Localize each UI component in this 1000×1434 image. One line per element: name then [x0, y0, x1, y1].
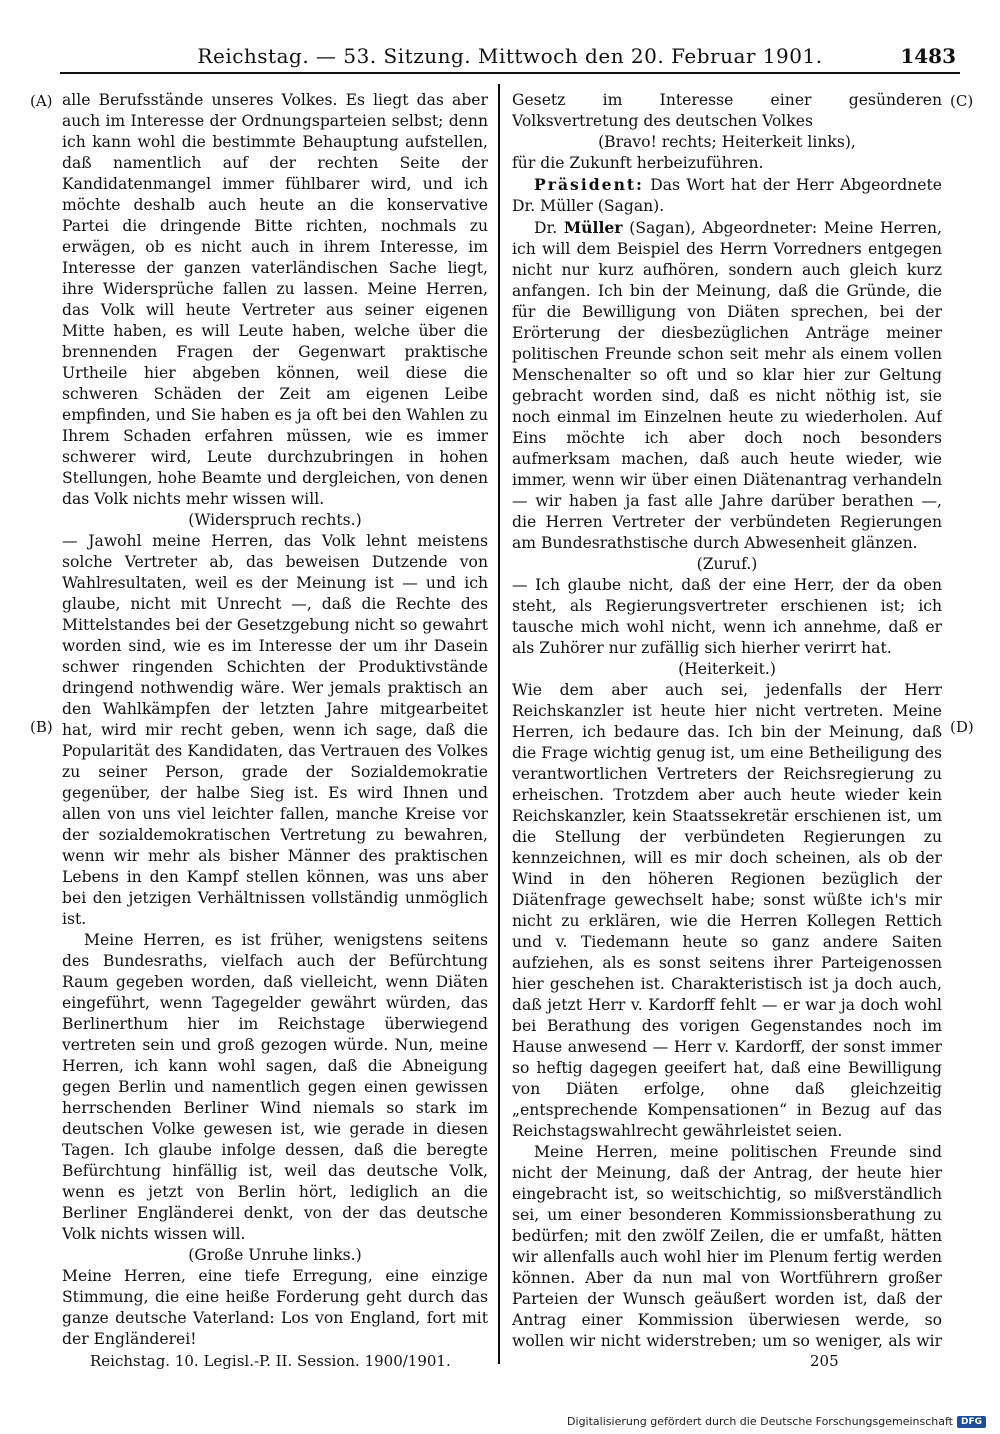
right-paragraph-4: Wie dem aber auch sei, jedenfalls der Herr Reichskanzler ist heute hier nicht vertreten. Meine Herren, ich bedaure das. Ich bin der Meinung, daß die Frage wichtig genug ist, um eine Betheiligung des verantwortlichen Vertreters der Reichsregierung zu erheischen. Trotzdem aber auch heute wieder kein Reichskanzler, kein Staatssekretär erschienen ist, um die Stellung der verbündeten Regierungen zu kennzeichnen, will es mir doch scheinen, als ob der Wind in den höheren Regionen bezüglich der Diätenfrage gewechselt habe; sonst wüßte ich's mir nicht zu erklären, wie die Herren Kollegen Rettich und v. Tiedemann heute so ganz andere Saiten aufziehen, als es sonst seitens ihrer Parteigenossen hier geschehen ist. Charakteristisch ist ja doch auch, daß jetzt Herr v. Kardorff fehlt — er war ja doch wohl bei Berathung des vorigen Gegenstandes noch im Hause anwesend — Herr v. Kardorff, der sonst immer so heftig dagegen geeifert hat, daß eine Bewilligung von Diäten erfolge, ohne daß gleichzeitig „entsprechende Kompensationen“ in Bezug auf das Reichstagswahlrecht gewährleistet seien. — [512, 681, 942, 1140]
right-paragraph-5: Meine Herren, meine politischen Freunde sind nicht der Meinung, daß der Antrag, der heute hier eingebracht ist, so weitschichtig, so mißverständlich sei, um einer besonderen Kommissionsberathung zu bedürfen; mit den zwölf Zeilen, die er umfaßt, hätten wir allenfalls auch wohl hier im Plenum fertig werden können. Aber da nun mal von Wortführern großer Parteien der Wunsch geäußert worden ist, daß der Antrag einer Kommission überwiesen werde, so wollen wir nicht widerstreben; um so weniger, als wir — [512, 1143, 942, 1350]
left-paragraph-4: Meine Herren, eine tiefe Erregung, eine einzige Stimmung, die eine heiße Forderung geht durch das ganze deutsche Vaterland: Los von England, fort mit der Engländerei! — [62, 1267, 488, 1348]
speaker-text: (Sagan), Abgeordneter: Meine Herren, ich will dem Beispiel des Herrn Vorredners entgegen nicht nur kurz aufhören, sondern auch gleich kurz anfangen. Ich bin der Meinung, daß die Gründe, die für die Bewilligung von Diäten sprechen, bei der Erörterung der diesbezüglichen Anträge meiner politischen Freunde schon seit mehr als einem vollen Menschenalter so oft und so klar hier zur Geltung gebracht worden sind, daß es nicht nöthig ist, sie noch einmal im Einzelnen heute zu wiederholen. Auf Eins möchte ich aber doch noch besonders aufmerksam machen, daß auch heute wieder, wie immer, wenn wir über einen Diätenantrag verhandeln — wir haben ja fast alle Jahre darüber berathen —, die Herren Vertreter der verbündeten Regierungen am Bundesrathstische durch Abwesenheit glänzen. — [512, 219, 942, 552]
left-paragraph-1: alle Berufsstände unseres Volkes. Es liegt das aber auch im Interesse der Ordnungsparteien selbst; denn ich kann wohl die bestimmte Behauptung aufstellen, daß namentlich auf der rechten Seite der Kandidatenmangel immer fühlbarer wird, und ich möchte deshalb auch heute an die konservative Partei die dringende Bitte richten, nochmals zu erwägen, ob es nicht auch in ihrem Interesse, im Interesse der ganzen vaterländischen Sache liegt, ihre Widersprüche fallen zu lassen. Meine Herren, das Volk will heute Vertreter aus seiner eigenen Mitte haben, es will Leute haben, welche über die brennenden Fragen der Gegenwart praktische Urtheile hier abgeben können, weil diese die schweren Schäden der Zeit am eigenen Leibe empfinden, und Sie haben es ja oft bei den Wahlen zu Ihrem Schaden erfahren müssen, wie es immer schwerer wird, Leute durchzubringen in hohen Stellungen, hohe Beamte und dergleichen, von denen das Volk nichts mehr wissen will. — [62, 91, 488, 508]
column-divider — [498, 84, 500, 1364]
margin-marker-d: (D) — [950, 718, 974, 736]
speaker-title: Dr. — [534, 219, 558, 237]
dfg-logo: DFG — [957, 1416, 986, 1428]
page-number: 1483 — [900, 44, 956, 68]
right-paragraph-3: — Ich glaube nicht, daß der eine Herr, der da oben steht, als Regierungsvertreter erschienen ist; ich tausche mich wohl nicht, wenn ich annehme, daß er als Zuhörer nur zufällig sich hierher verirrt hat. — [512, 576, 942, 657]
interjection-widerspruch: (Widerspruch rechts.) — [188, 511, 362, 529]
margin-marker-c: (C) — [950, 92, 974, 110]
right-paragraph-2: für die Zukunft herbeizuführen. — [512, 154, 764, 172]
margin-marker-a: (A) — [30, 92, 53, 110]
interjection-unruhe: (Große Unruhe links.) — [188, 1246, 362, 1264]
header-title: Reichstag. — 53. Sitzung. Mittwoch den 20. Februar 1901. — [197, 44, 823, 68]
left-paragraph-2: — Jawohl meine Herren, das Volk lehnt meistens solche Vertreter ab, das beweisen Dutzende von Wahlresultaten, weil es der Meinung ist — und ich glaube, nicht mit Unrecht —, daß die Rechte des Mittelstandes bei der Gesetzgebung nicht so gewahrt worden sind, wie es im Interesse der um ihr Dasein schwer ringenden Schichten der Produktivstände dringend nothwendig wäre. Wer jemals praktisch an den Wahlkämpfen der letzten Jahre mitgearbeitet hat, wird mir recht geben, wenn ich sage, daß die Popularität des Kandidaten, das Vertrauen des Volkes zu seiner Person, grade der Sozialdemokratie gegenüber, der halbe Sieg ist. Es wird Ihnen und allen von uns viel leichter fallen, manche Kreise vor der sozialdemokratischen Vertretung zu bewahren, wenn wir mehr als bisher Männer des praktischen Lebens in den Kampf stellen können, was uns aber bei den jetzigen Verhältnissen vollständig unmöglich ist. — [62, 532, 488, 928]
interjection-zuruf: (Zuruf.) — [696, 555, 758, 573]
president-statement — [512, 174, 942, 217]
left-column — [62, 90, 488, 1350]
interjection-bravo: (Bravo! rechts; Heiterkeit links), — [598, 133, 856, 151]
president-label: Präsident: — [534, 175, 644, 194]
left-paragraph-3: Meine Herren, es ist früher, wenigstens seitens des Bundesraths, vielfach auch der Befürchtung Raum gegeben worden, daß vielleicht, wenn Diäten eingeführt, wenn Tagegelder gewährt würden, das Berlinerthum hier im Reichstage überwiegend vertreten sein und groß gezogen würde. Nun, meine Herren, ich kann wohl sagen, daß die Abneigung gegen Berlin und namentlich gegen einen gewissen herrschenden Berliner Wind niemals so stark im deutschen Volke gewesen ist, wie gerade in diesen Tagen. Ich glaube infolge dessen, daß die beregte Befürchtung hinfällig ist, weil das deutsche Volk, wenn es jetzt von Berlin hört, lediglich an die Berliner Engländerei denkt, von der das deutsche Volk nichts wissen will. — [62, 931, 488, 1243]
margin-marker-b: (B) — [30, 718, 53, 736]
footer-session-info: Reichstag. 10. Legisl.-P. II. Session. 1900/1901. — [90, 1352, 451, 1370]
speaker-name: Müller — [563, 218, 623, 237]
credit-text: Digitalisierung gefördert durch die Deutsche Forschungsgemeinschaft — [567, 1415, 953, 1428]
footer-sheet-number: 205 — [810, 1352, 839, 1370]
right-paragraph-1: Gesetz im Interesse einer gesünderen Volksvertretung des deutschen Volkes — [512, 91, 942, 130]
president-text: Das Wort hat der Herr Abgeordnete Dr. Müller (Sagan). — [512, 176, 942, 215]
right-column — [512, 90, 942, 1350]
speaker-paragraph — [512, 217, 942, 554]
page-header — [60, 40, 960, 74]
digitization-credit — [567, 1415, 986, 1428]
interjection-heiterkeit: (Heiterkeit.) — [678, 660, 776, 678]
